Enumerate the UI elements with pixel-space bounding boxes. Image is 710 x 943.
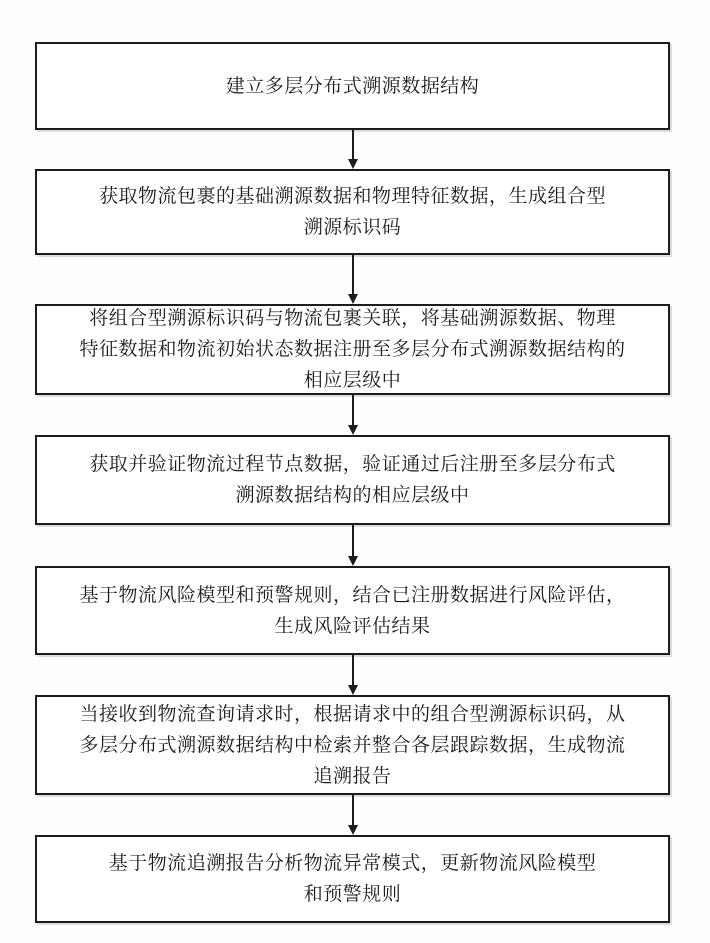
flowchart-step-2	[35, 169, 670, 255]
flowchart-step-4	[35, 435, 670, 525]
arrow-shaft	[352, 255, 354, 296]
arrow-head	[348, 159, 358, 169]
step-7-text-line-1: 基于物流追溯报告分析物流异常模式，更新物流风险模型	[108, 853, 597, 874]
arrow-shaft	[352, 795, 354, 827]
arrow-shaft	[352, 130, 354, 161]
arrow-shaft	[352, 525, 354, 558]
step-6-text-line-1: 当接收到物流查询请求时，根据请求中的组合型溯源标识码，从	[79, 703, 626, 725]
step-3-text-line-2: 特征数据和物流初始状态数据注册至多层分布式溯源数据结构的	[79, 339, 626, 360]
step-1-text: 建立多层分布式溯源数据结构	[225, 75, 480, 97]
flowchart-step-1	[35, 42, 670, 130]
arrow-head	[348, 425, 358, 435]
flowchart-step-7	[35, 835, 670, 923]
step-3-text-line-1: 将组合型溯源标识码与物流包裹关联，将基础溯源数据、物理	[89, 308, 616, 329]
arrow-down-icon-2	[347, 255, 359, 304]
arrow-down-icon-6	[347, 795, 359, 835]
flowchart-step-6	[35, 695, 670, 795]
step-3-text-line-3: 相应层级中	[303, 370, 402, 391]
step-6-text-line-3: 追溯报告	[313, 765, 392, 787]
arrow-down-icon-5	[347, 655, 359, 695]
step-6-text-line-2: 多层分布式溯源数据结构中检索并整合各层跟踪数据，生成物流	[79, 734, 626, 756]
flowchart-step-3	[35, 304, 670, 395]
step-4-text-line-1: 获取并验证物流过程节点数据，验证通过后注册至多层分布式	[89, 454, 616, 475]
arrow-head	[348, 685, 358, 695]
step-5-text-line-1: 基于物流风险模型和预警规则，结合已注册数据进行风险评估，	[79, 584, 626, 606]
step-7-text-line-2: 和预警规则	[303, 884, 402, 905]
step-2-text-line-2: 溯源标识码	[303, 217, 402, 238]
step-4-text-line-2: 溯源数据结构的相应层级中	[235, 485, 470, 506]
arrow-shaft	[352, 655, 354, 687]
arrow-down-icon-4	[347, 525, 359, 566]
flowchart-step-5	[35, 566, 670, 655]
arrow-down-icon-1	[347, 130, 359, 169]
step-5-text-line-2: 生成风险评估结果	[274, 615, 431, 637]
step-2-text-line-1: 获取物流包裹的基础溯源数据和物理特征数据，生成组合型	[98, 186, 606, 207]
arrow-head	[348, 825, 358, 835]
arrow-shaft	[352, 395, 354, 427]
arrow-down-icon-3	[347, 395, 359, 435]
arrow-head	[348, 556, 358, 566]
